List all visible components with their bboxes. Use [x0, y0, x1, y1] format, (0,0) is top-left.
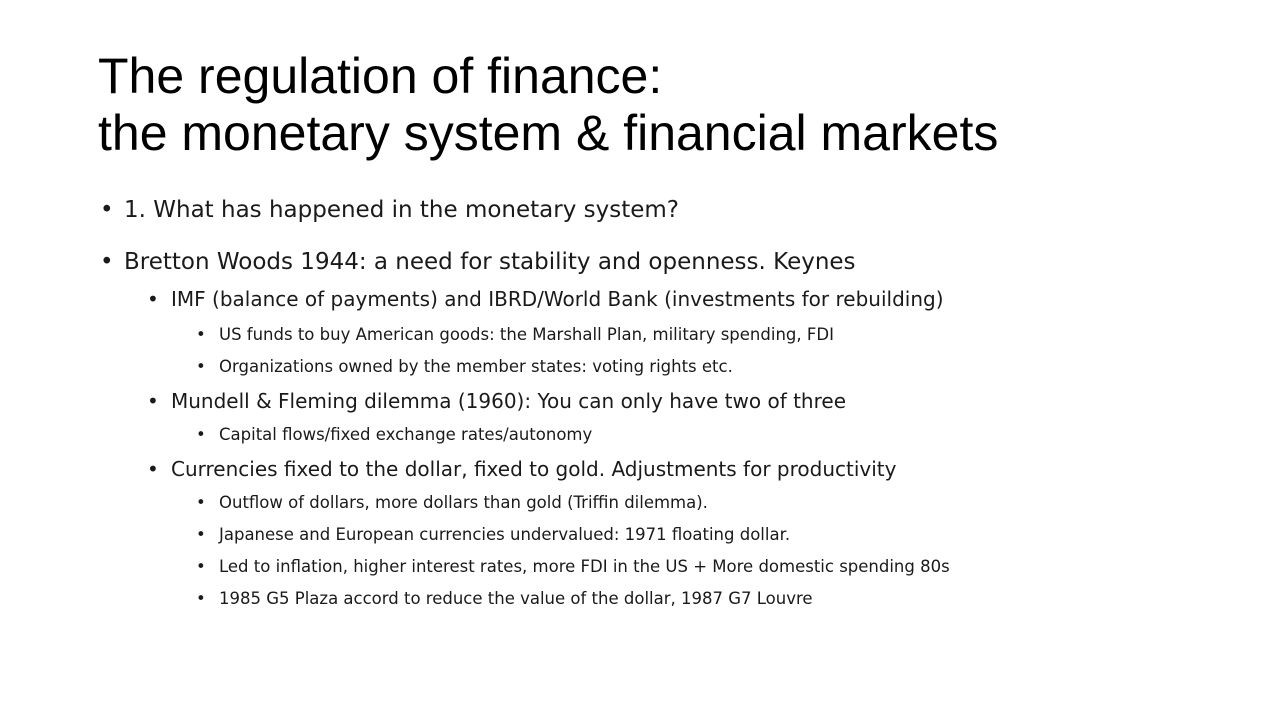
list-item-text: 1985 G5 Plaza accord to reduce the value of the dollar, 1987 G7 Louvre — [219, 589, 813, 608]
title-line-2: the monetary system & financial markets — [98, 105, 999, 161]
list-item-text: US funds to buy American goods: the Marshall Plan, military spending, FDI — [219, 325, 834, 344]
list-item-text: Outflow of dollars, more dollars than gold (Triffin dilemma). — [219, 493, 708, 512]
list-item-text: Capital flows/fixed exchange rates/autonomy — [219, 425, 593, 444]
list-item-text: Currencies fixed to the dollar, fixed to gold. Adjustments for productivity — [171, 457, 897, 481]
list-item-text: Bretton Woods 1944: a need for stability and openness. Keynes — [124, 249, 856, 275]
list-item — [98, 556, 1248, 578]
bullet-icon: • — [147, 457, 159, 481]
list-item — [98, 588, 1248, 610]
bullet-icon: • — [147, 287, 159, 311]
list-item — [98, 388, 1248, 414]
list-item-text: IMF (balance of payments) and IBRD/World Bank (investments for rebuilding) — [171, 287, 944, 311]
list-item — [98, 324, 1248, 346]
bullet-icon: • — [196, 525, 206, 544]
list-item-text: Organizations owned by the member states: voting rights etc. — [219, 357, 733, 376]
list-item — [98, 286, 1248, 312]
list-item — [98, 524, 1248, 546]
bullet-icon: • — [196, 557, 206, 576]
list-item — [98, 424, 1248, 446]
slide-title — [98, 48, 1248, 162]
list-item — [98, 246, 1248, 278]
list-item — [98, 356, 1248, 378]
list-item-text: Japanese and European currencies undervalued: 1971 floating dollar. — [219, 525, 791, 544]
bullet-icon: • — [196, 357, 206, 376]
bullet-icon: • — [196, 325, 206, 344]
list-item-text: Led to inflation, higher interest rates, more FDI in the US + More domestic spending 80s — [219, 557, 950, 576]
bullet-icon: • — [196, 425, 206, 444]
list-item — [98, 492, 1248, 514]
list-item — [98, 194, 1248, 226]
bullet-icon: • — [100, 197, 114, 223]
list-item — [98, 456, 1248, 482]
bullet-icon: • — [100, 249, 114, 275]
bullet-icon: • — [196, 589, 206, 608]
bullet-icon: • — [147, 389, 159, 413]
title-line-1: The regulation of finance: — [98, 48, 663, 104]
bullet-icon: • — [196, 493, 206, 512]
bullet-list — [98, 194, 1248, 620]
list-item-text: 1. What has happened in the monetary system? — [124, 197, 680, 223]
list-item-text: Mundell & Fleming dilemma (1960): You can only have two of three — [171, 389, 846, 413]
